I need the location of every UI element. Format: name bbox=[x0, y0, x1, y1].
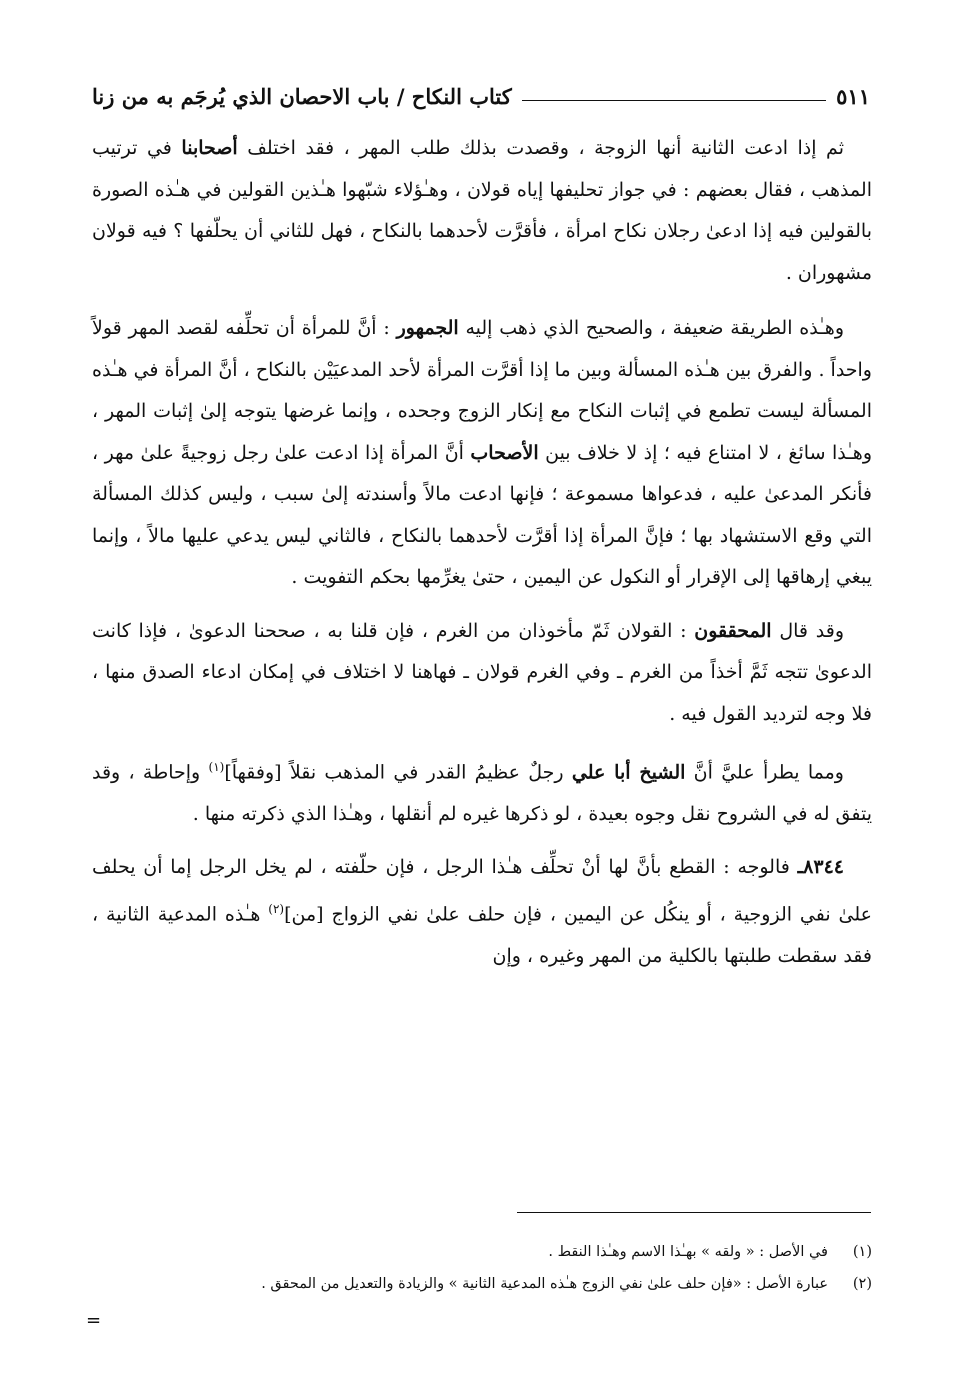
footnote-ref-1[interactable]: (١) bbox=[208, 760, 225, 774]
header-title: كتاب النكاح / باب الاحصان الذي يُرجَم به من زنا bbox=[92, 83, 512, 109]
paragraph-2-bold-term-1: الجمهور bbox=[396, 317, 459, 339]
paragraph-5 bbox=[92, 847, 872, 977]
paragraph-1-text-a: ثم إذا ادعت الثانية أنها الزوجة ، وقصدت بذلك طلب المهر ، فقد اختلف bbox=[237, 137, 844, 159]
running-header bbox=[92, 74, 870, 118]
paragraph-1-text-c: في ترتيب المذهب ، فقال بعضهم : في جواز تحليفها إياه قولان ، وهـٰؤلاء شبّهوا هـٰذين القولين في هـٰذه الصورة بالقولين فيه إذا ادعىٰ رجلان نكاح امرأة ، فأقرَّت لأحدهما بالنكاح ، فهل للثاني أن يحلّفها ؟ فيه قولان مشهوران . bbox=[92, 137, 872, 284]
paragraph-2-text-a: وهـٰذه الطريقة ضعيفة ، والصحيح الذي ذهب إليه bbox=[458, 317, 844, 339]
paragraph-5-text-a: فالوجه : القطع بأنَّ لها أنْ تحلِّف هـٰذا الرجل ، فإن حلّفته ، لم يخل الرجل إما أن يحلف علىٰ نفي الزوجية ، أو ينكُل عن اليمين ، فإن حلف علىٰ نفي الزواج [من] bbox=[92, 856, 872, 926]
continuation-mark: = bbox=[86, 1310, 102, 1331]
paragraph-3 bbox=[92, 611, 872, 736]
paragraph-2-bold-term-2: الأصحاب bbox=[470, 441, 539, 464]
paragraph-3-text-a: وقد قال bbox=[771, 619, 844, 642]
footnote-separator bbox=[517, 1212, 871, 1213]
paragraph-4-text-a: ومما يطرأ عليَّ أنَّ bbox=[685, 761, 844, 784]
footnote-ref-2[interactable]: (٢) bbox=[268, 901, 285, 916]
paragraph-4-bold-term: الشيخ أبا علي bbox=[571, 761, 686, 784]
paragraph-1 bbox=[92, 128, 872, 294]
paragraph-2 bbox=[92, 308, 872, 599]
footnote-1 bbox=[92, 1236, 872, 1268]
header-rule bbox=[522, 100, 826, 101]
page-number: ٥١١ bbox=[836, 83, 870, 109]
paragraph-2-text-e: أنَّ المرأة إذا ادعت علىٰ رجل زوجيةً علىٰ مهر ، فأنكر المدعىٰ عليه ، فدعواها مسموعة ؛ فإنها ادعت مالاً وأسندته إلىٰ سبب ، وليس كذلك المسألة التي وقع الاستشهاد بها ؛ فإنَّ المرأة إذا أقرَّت لأحدهما بالنكاح ، فالثاني ليس يدعي عليها مالاً ، وإنما يبغي إرهاقها إلى الإقرار أو النكول عن اليمين ، حتىٰ يغرِّمها بحكم التفويت . bbox=[92, 441, 872, 588]
paragraph-4-text-c: رجلٌ عظيمُ القدر في المذهب نقلاً [وفقهاً] bbox=[224, 761, 572, 784]
main-text bbox=[92, 128, 872, 987]
paragraph-3-text-c: : القولان ثَمّ مأخوذان من الغرم ، فإن قلنا به ، صححنا الدعوىٰ ، فإذا كانت الدعوىٰ تتجه ثَمَّ أخذاً من الغرم ـ وفي الغرم قولان ـ فهاهنا لا اختلاف في إمكان ادعاء الصدق منها ، فلا وجه لترديد القول فيه . bbox=[92, 619, 872, 725]
paragraph-1-bold-term: أصحابنا bbox=[181, 137, 238, 159]
paragraph-3-bold-term: المحققون bbox=[694, 619, 772, 642]
footnote-1-text: في الأصل : « ولقه » بهـٰذا الاسم وهـٰذا النقط . bbox=[548, 1244, 828, 1260]
paragraph-5-text-c: هـٰذه المدعية الثانية ، فقد سقطت طلبتها بالكلية من المهر وغيره ، وإن bbox=[92, 903, 872, 967]
footnote-2 bbox=[92, 1268, 872, 1300]
paragraph-2-text-c: : أنَّ للمرأة أن تحلِّفه لقصد المهر قولاً واحداً . والفرق بين هـٰذه المسألة وبين ما إذا أقرَّت المرأة لأحد المدعيَيْن بالنكاح ، أنَّ المرأة في هـٰذه المسألة ليست تطمع في إثبات النكاح مع إنكار الزوج وجحده ، وإنما غرضها يتوجه إلىٰ إثبات المهر ، وهـٰذا سائغ ، لا امتناع فيه ؛ إذ لا خلاف بين bbox=[92, 317, 872, 464]
footnote-2-mark: (٢) bbox=[852, 1276, 872, 1292]
footnote-1-mark: (١) bbox=[852, 1244, 872, 1260]
section-number: ٨٣٤٤ـ bbox=[797, 856, 844, 879]
footnote-2-text: عبارة الأصل : «فإن حلف علىٰ نفي الزوج هـٰذه المدعية الثانية » والزيادة والتعديل من المحقق . bbox=[261, 1276, 828, 1292]
paragraph-4 bbox=[92, 747, 872, 835]
footnotes bbox=[92, 1236, 872, 1300]
paragraph-4-text-e: وإحاطة ، وقد يتفق له في الشروح نقل وجوه بعيدة ، لو ذكرها غيره لم أنقلها ، وهـٰذا الذي ذكرته منها . bbox=[92, 761, 872, 825]
